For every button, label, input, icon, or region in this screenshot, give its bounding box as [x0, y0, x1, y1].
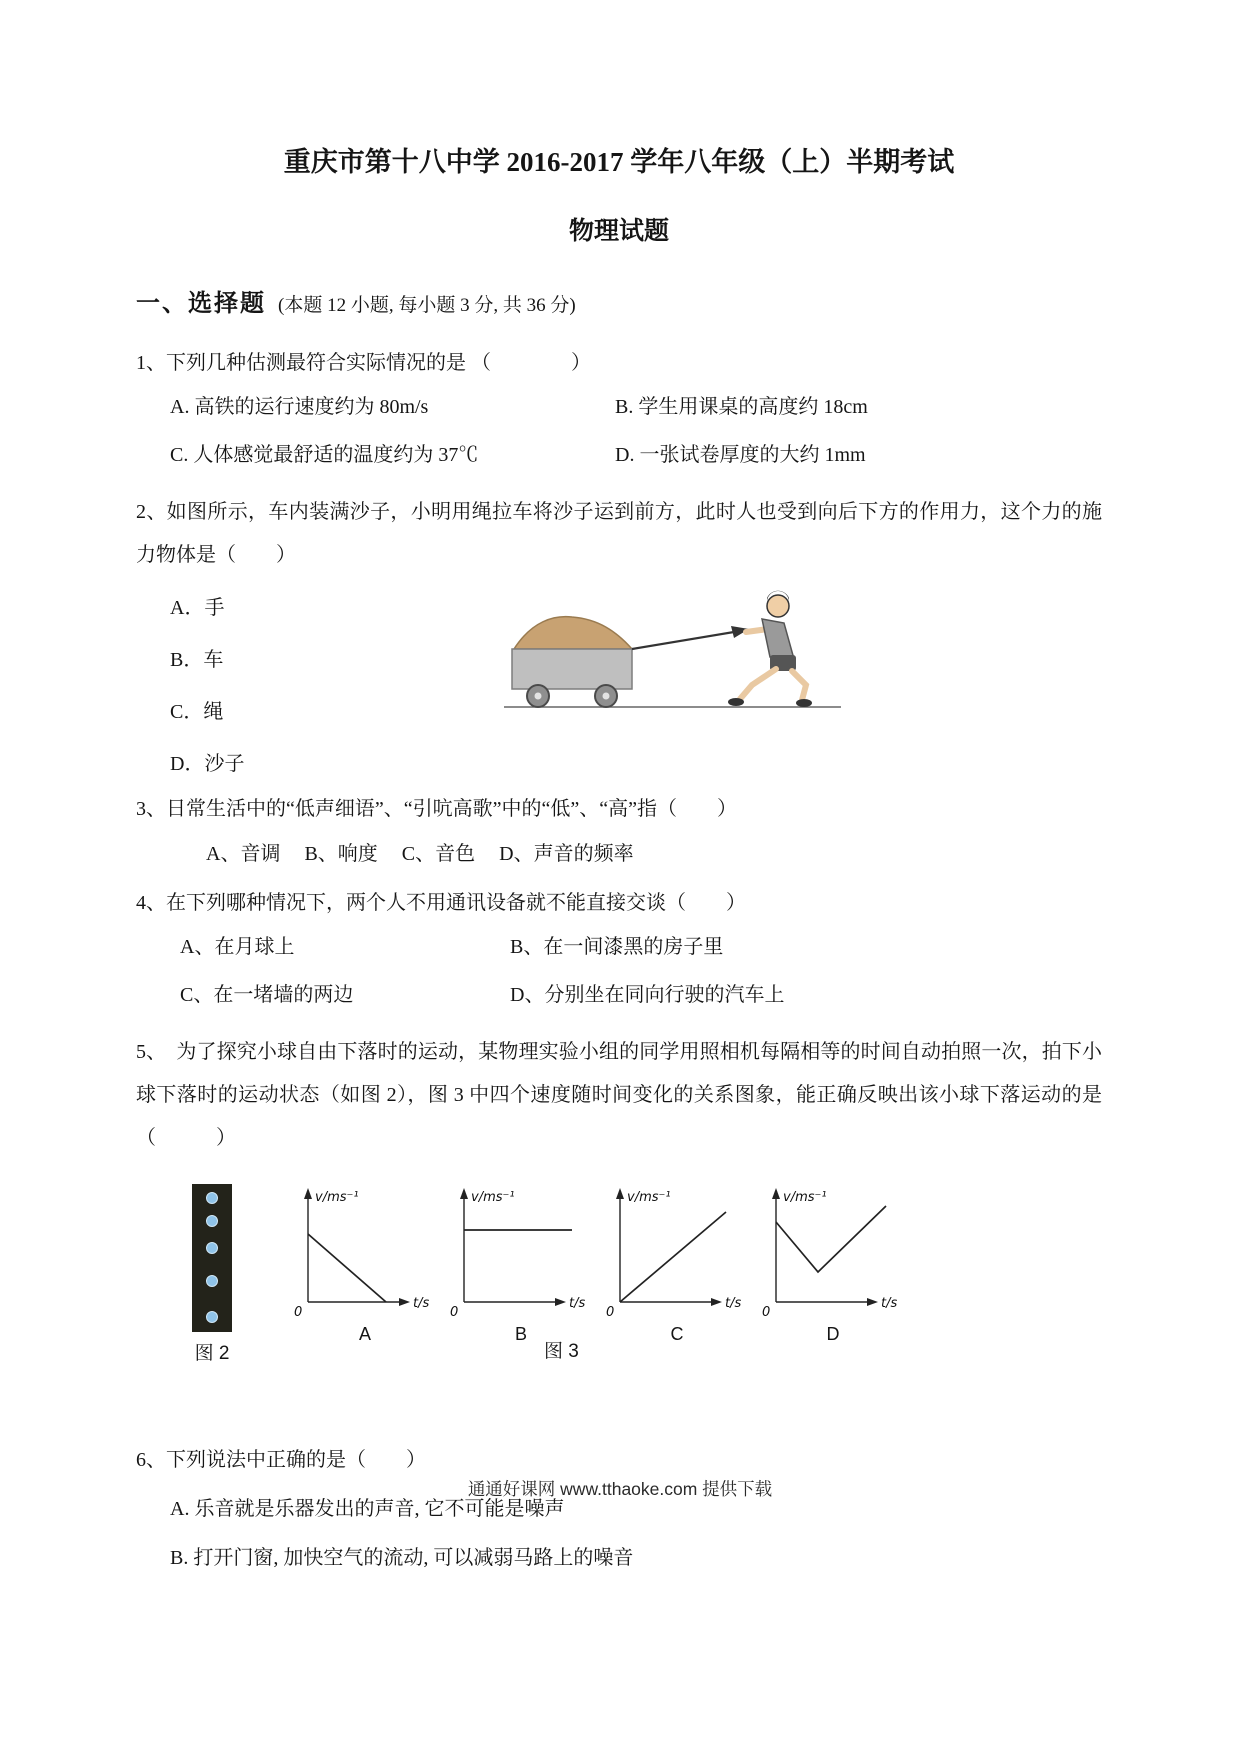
velocity-time-graph-a — [290, 1184, 440, 1322]
q1-option-b: B. 学生用课桌的高度约 18cm — [615, 396, 868, 418]
q1-option-c: C. 人体感觉最舒适的温度约为 37℃ — [170, 444, 479, 466]
y-axis-label: v/ms⁻¹ — [783, 1190, 827, 1205]
graph-c-block — [602, 1184, 752, 1345]
q4-option-a: A、在月球上 — [180, 936, 295, 958]
graph-d-line — [776, 1206, 886, 1272]
graph-a-letter: A — [358, 1324, 371, 1344]
question-1-options — [170, 393, 1102, 469]
y-axis-label: v/ms⁻¹ — [627, 1190, 671, 1205]
x-axis-label: t/s — [413, 1296, 430, 1311]
falling-ball-photo-block — [192, 1184, 232, 1365]
velocity-time-graph-b — [446, 1184, 596, 1322]
question-3-stem: 3、日常生活中的“低声细语”、“引吭高歌”中的“低”、“高”指（ ） — [136, 798, 738, 820]
sand-mound — [514, 617, 632, 649]
q1-option-d: D. 一张试卷厚度的大约 1mm — [615, 444, 866, 466]
q4-option-b: B、在一间漆黑的房子里 — [510, 936, 724, 958]
q3-option-d: D、声音的频率 — [499, 843, 634, 865]
graph-b-block — [446, 1184, 596, 1345]
graph-a-line — [308, 1234, 386, 1302]
question-4-options — [180, 933, 1102, 1009]
page-title: 重庆市第十八中学 2016-2017 学年八年级（上）半期考试 — [283, 147, 955, 177]
figure-2-caption: 图 2 — [194, 1343, 230, 1364]
question-1 — [136, 342, 1102, 469]
graph-a-block — [290, 1184, 440, 1345]
q2-option-b: B．车 — [170, 649, 224, 671]
question-2 — [136, 491, 1102, 776]
graph-c-line — [620, 1212, 726, 1302]
q1-option-a: A. 高铁的运行速度约为 80m/s — [170, 396, 429, 418]
q4-option-c: C、在一堵墙的两边 — [180, 984, 354, 1006]
section-title: 一、选择题 — [136, 291, 266, 317]
falling-ball-photo — [192, 1184, 232, 1332]
q2-option-a: A．手 — [170, 597, 225, 619]
q3-option-c: C、音色 — [401, 843, 476, 865]
question-5-figures — [192, 1184, 1102, 1365]
section-heading — [136, 283, 1102, 318]
y-axis-label: v/ms⁻¹ — [315, 1190, 359, 1205]
origin-label: 0 — [450, 1305, 459, 1320]
question-2-body — [136, 583, 1102, 776]
x-axis-label: t/s — [569, 1296, 586, 1311]
graph-c-letter: C — [670, 1324, 684, 1344]
question-3 — [136, 788, 1102, 866]
origin-label: 0 — [762, 1305, 771, 1320]
question-6-options — [170, 1492, 1102, 1570]
question-6 — [136, 1439, 1102, 1570]
graph-b-letter: B — [514, 1324, 527, 1344]
q2-option-d: D．沙子 — [170, 753, 245, 775]
question-2-stem: 2、如图所示，车内装满沙子，小明用绳拉车将沙子运到前方，此时人也受到向后下方的作用力，这个力的施力物体是（ ） — [136, 501, 1102, 566]
x-axis-label: t/s — [881, 1296, 898, 1311]
figure-3-caption: 图 3 — [544, 1341, 579, 1362]
question-4 — [136, 882, 1102, 1009]
q6-option-a: A. 乐音就是乐器发出的声音, 它不可能是噪声 — [170, 1498, 565, 1520]
cart-body — [512, 649, 632, 689]
y-axis-label: v/ms⁻¹ — [471, 1190, 515, 1205]
question-4-stem: 4、在下列哪种情况下，两个人不用通讯设备就不能直接交谈（ ） — [136, 892, 746, 914]
origin-label: 0 — [606, 1305, 615, 1320]
sand-cart-figure — [500, 585, 845, 723]
q3-option-b: B、响度 — [304, 843, 378, 865]
boy-figure — [728, 591, 812, 707]
footer-watermark: 通通好课网 www.tthaoke.com 提供下载 — [467, 1479, 773, 1499]
question-6-stem: 6、下列说法中正确的是（ ） — [136, 1449, 426, 1471]
q6-option-b: B. 打开门窗, 加快空气的流动, 可以减弱马路上的噪音 — [170, 1547, 634, 1569]
question-2-options — [170, 583, 500, 776]
origin-label: 0 — [294, 1305, 303, 1320]
question-1-stem: 1、下列几种估测最符合实际情况的是 （ ） — [136, 352, 591, 374]
x-axis-label: t/s — [725, 1296, 742, 1311]
page-subtitle: 物理试题 — [568, 218, 669, 245]
section-note: (本题 12 小题, 每小题 3 分, 共 36 分) — [278, 295, 576, 316]
rope-arrow — [632, 626, 749, 649]
graph-d-block — [758, 1184, 908, 1345]
question-5-stem: 5、 为了探究小球自由下落时的运动，某物理实验小组的同学用照相机每隔相等的时间自动拍照一次，拍下小球下落时的运动状态（如图 2），图 3 中四个速度随时间变化的关系图象，能正确反映出该小球下落运动的是（ ） — [136, 1041, 1102, 1149]
question-3-options — [206, 837, 1102, 866]
q3-option-a: A、音调 — [206, 843, 281, 865]
graph-d-letter: D — [826, 1324, 840, 1344]
question-5 — [136, 1031, 1102, 1365]
q4-option-d: D、分别坐在同向行驶的汽车上 — [510, 984, 785, 1006]
velocity-time-graph-d — [758, 1184, 908, 1322]
velocity-time-graph-c — [602, 1184, 752, 1322]
q2-option-c: C．绳 — [170, 701, 224, 723]
